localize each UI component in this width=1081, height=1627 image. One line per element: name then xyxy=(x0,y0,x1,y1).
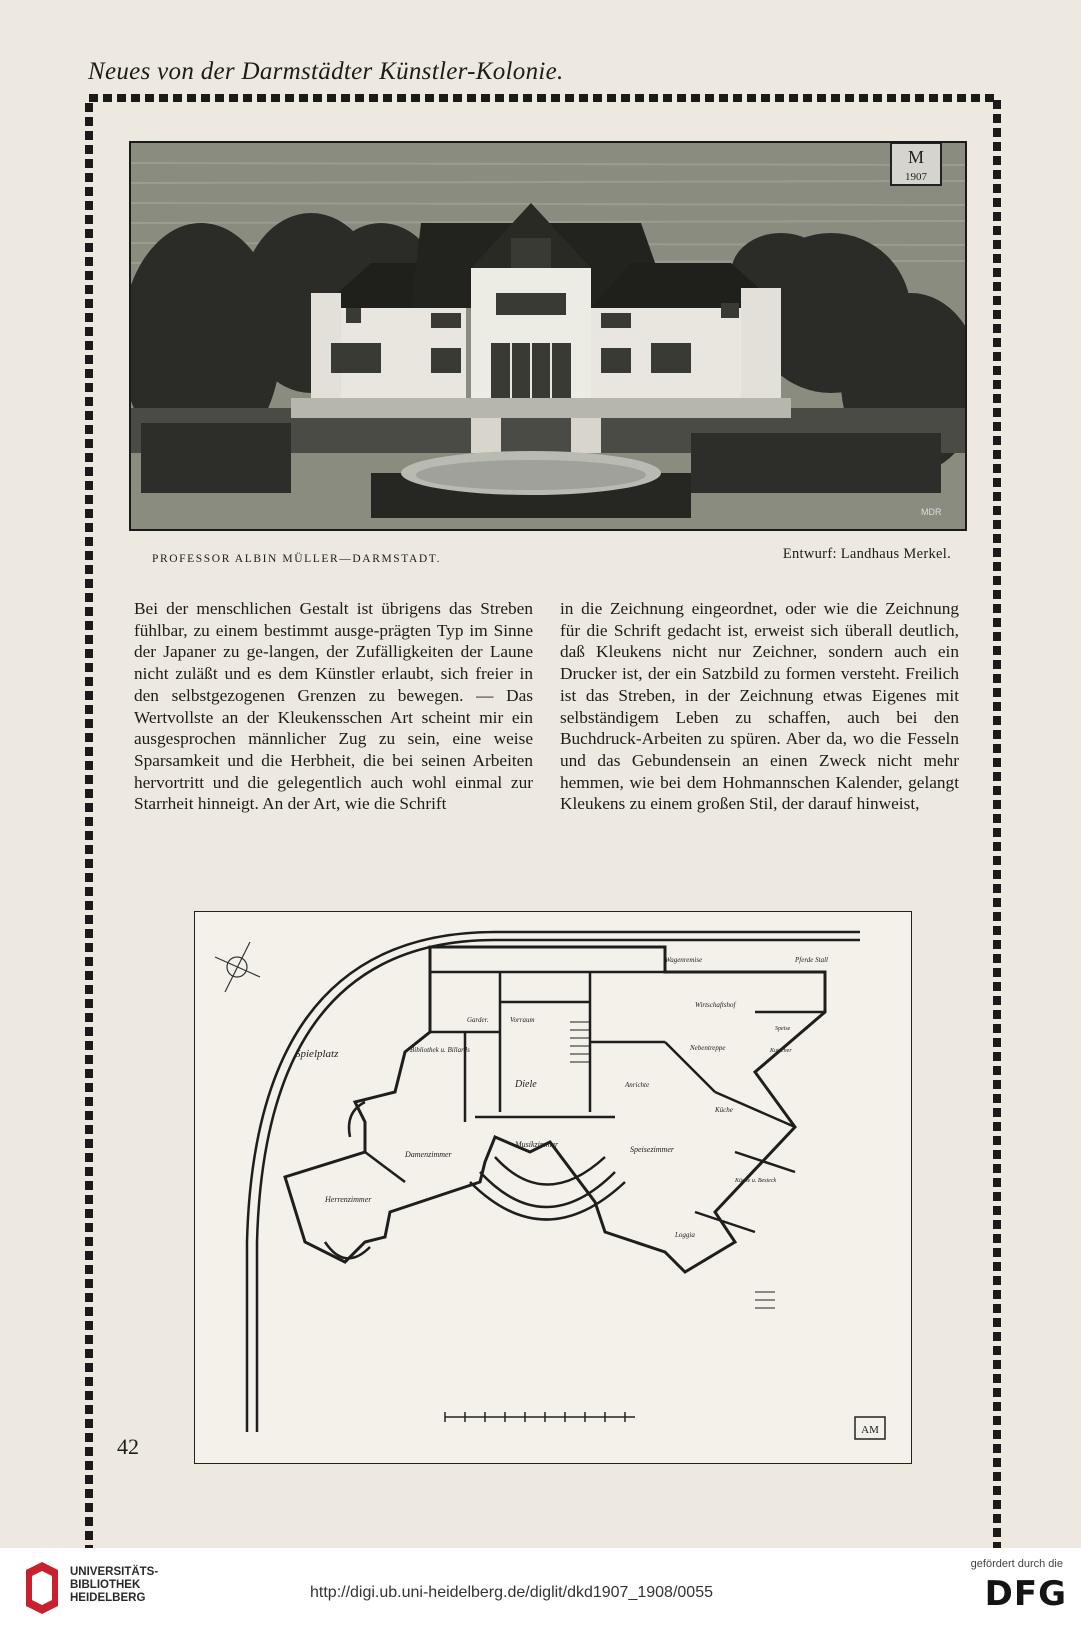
text-column-right xyxy=(560,598,959,815)
label-bibliothek: Bibliothek u. Billards xyxy=(410,1046,470,1054)
floor-plan xyxy=(194,911,912,1464)
label-damenzimmer: Damenzimmer xyxy=(405,1150,452,1159)
label-speise: Speise xyxy=(775,1026,791,1032)
label-kueche-besteck: Küche u. Besteck xyxy=(735,1178,777,1184)
label-pferdestall: Pferde Stall xyxy=(795,956,828,964)
label-nebentreppe: Nebentreppe xyxy=(690,1044,726,1052)
label-anrichte: Anrichte xyxy=(625,1081,650,1089)
house-drawing xyxy=(131,143,965,529)
label-diele: Diele xyxy=(515,1079,537,1090)
illustration-monogram-year: 1907 xyxy=(905,171,927,183)
label-vorraum: Vorraum xyxy=(510,1016,535,1024)
dfg-logo: DFG xyxy=(984,1574,1067,1614)
label-wirtschaftshof: Wirtschaftshof xyxy=(695,1001,736,1009)
running-head: Neues von der Darmstädter Künstler-Kolonie. xyxy=(88,58,564,85)
source-url-link[interactable]: http://digi.ub.uni-heidelberg.de/diglit/dkd1907_1908/0055 xyxy=(310,1584,713,1601)
illustration-signature: MDR xyxy=(921,507,942,517)
caption-artist: PROFESSOR ALBIN MÜLLER—DARMSTADT. xyxy=(152,553,442,565)
label-spielplatz: Spielplatz xyxy=(295,1048,339,1060)
text-column-left xyxy=(134,598,533,815)
compass-rose-icon xyxy=(215,942,260,992)
svg-text:M: M xyxy=(907,147,925,167)
institution-name: UNIVERSITÄTS- BIBLIOTHEK HEIDELBERG xyxy=(70,1566,159,1604)
label-herrenzimmer: Herrenzimmer xyxy=(325,1195,372,1204)
university-library-logo-icon xyxy=(22,1560,62,1614)
label-kueche: Küche xyxy=(715,1106,733,1114)
house-illustration xyxy=(129,141,967,531)
funded-by-label: gefördert durch die xyxy=(970,1558,1063,1570)
label-musikzimmer: Musikzimmer xyxy=(515,1140,559,1149)
paragraph: Bei der menschlichen Gestalt ist übrigens das Streben fühlbar, zu einem bestimmt ausge-prägten Typ im Sinne der Japaner zu ge-langen, der Zufälligkeiten der Laune nicht zuläßt und es dem Künstler erlaubt, sich freier in den selbstgezogenen Grenzen zu bewegen. — Das Wertvollste an der Kleukensschen Art scheint mir ein ausgesprochen männlicher Zug zu sein, eine weise Sparsamkeit und die Herbheit, die bei seinen Arbeiten hervortritt und die gelegentlich auch wohl einmal zur Starrheit hinneigt. An der Art, wie die Schrift xyxy=(134,599,533,814)
label-speisezimmer: Speisezimmer xyxy=(630,1145,674,1154)
label-loggia: Loggia xyxy=(675,1231,695,1239)
page-number: 42 xyxy=(117,1434,139,1459)
caption-title: Entwurf: Landhaus Merkel. xyxy=(782,546,951,562)
label-kutscher: Kutscher xyxy=(770,1048,792,1054)
label-wagenremise: Wagenremise xyxy=(665,956,703,964)
label-garderobe: Garder. xyxy=(467,1016,489,1024)
paragraph: in die Zeichnung eingeordnet, oder wie die Zeichnung für die Schrift gedacht ist, erweist sich überall deutlich, daß Kleukens nicht nur Zeichner, sondern auch ein Drucker ist, der ein Satzbild zu formen versteht. Freilich ist das Streben, in der Zeichnung etwas Eigenes mit selbständigem Leben zu schaffen, auch bei den Buchdruck-Arbeiten zu spüren. Aber da, wo die Fesseln und das Gebundensein an einen Zweck nicht mehr hemmen, wie bei dem Hohmannschen Kalender, gelangt Kleukens zu einem großen Stil, der darauf hinweist, xyxy=(560,599,959,814)
footer-bar xyxy=(0,1548,1081,1627)
floor-plan-drawing xyxy=(195,912,910,1462)
scale-bar xyxy=(445,1412,635,1422)
plan-monogram: AM xyxy=(861,1424,879,1436)
